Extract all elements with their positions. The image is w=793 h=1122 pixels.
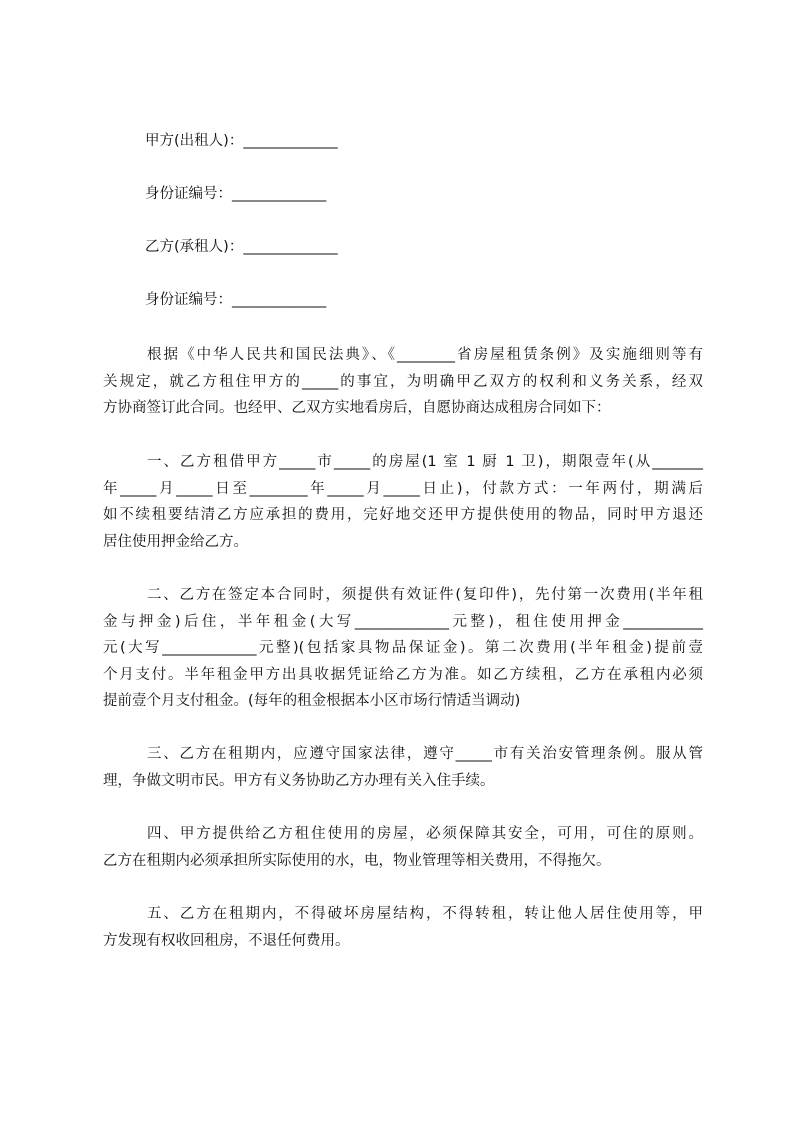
text-line: 方发现有权收回租房，不退任何费用。 xyxy=(103,932,350,949)
text-line: 二、乙方在签定本合同时，须提供有效证件(复印件)，先付第一次费用(半年租 xyxy=(147,587,703,603)
paragraph-clause-5 xyxy=(103,901,703,954)
text-line: 一、乙方租借甲方_____市_____的房屋(1 室 1 厨 1 卫)，期限壹年(从_______ xyxy=(147,454,703,470)
text-line: 元(大写_____________元整)(包括家具物品保证金)。第二次费用(半年租金)提前壹 xyxy=(103,640,703,656)
text-line: 居住使用押金给乙方。 xyxy=(103,533,248,550)
text-line: 理，争做文明市民。甲方有义务协助乙方办理有关入住手续。 xyxy=(103,772,495,789)
text-line: 提前壹个月支付租金。(每年的租金根据本小区市场行情适当调动) xyxy=(103,693,521,709)
text-line: 方协商签订此合同。也经甲、乙双方实地看房后，自愿协商达成租房合同如下： xyxy=(103,400,611,416)
text-line: 个月支付。半年租金甲方出具收据凭证给乙方为准。如乙方续租，乙方在承租内必须 xyxy=(103,666,703,683)
text-line: 五、乙方在租期内，不得破坏房屋结构，不得转租，转让他人居住使用等，甲 xyxy=(147,906,703,922)
paragraph-clause-1 xyxy=(103,449,703,555)
text-line: 如不续租要结清乙方应承担的费用，完好地交还甲方提供使用的物品，同时甲方退还 xyxy=(103,507,703,523)
lessor-field: 甲方(出租人)：_____________ xyxy=(145,133,338,149)
text-line: 乙方在租期内必须承担所实际使用的水，电，物业管理等相关费用，不得拖欠。 xyxy=(103,852,611,869)
text-line: 年_____月_____日至________年_____月_____日止)，付款方式：一年两付，期满后 xyxy=(103,480,703,497)
text-line: 关规定，就乙方租住甲方的_____的事宜，为明确甲乙双方的权利和义务关系，经双 xyxy=(103,373,703,390)
lessee-field: 乙方(承租人)：_____________ xyxy=(145,239,338,255)
text-line: 根据《中华人民共和国民法典》、《________省房屋租赁条例》及实施细则等有 xyxy=(147,347,703,363)
paragraph-preamble xyxy=(103,342,703,422)
text-line: 四、甲方提供给乙方租住使用的房屋，必须保障其安全，可用，可住的原则。 xyxy=(147,826,703,842)
paragraph-clause-3 xyxy=(103,741,703,794)
lessee-id-field: 身份证编号：_____________ xyxy=(145,292,327,308)
lessor-id-field: 身份证编号：_____________ xyxy=(145,186,327,202)
text-line: 三、乙方在租期内，应遵守国家法律，遵守_____市有关治安管理条例。服从管 xyxy=(147,746,703,762)
paragraph-clause-2 xyxy=(103,582,703,715)
text-line: 金与押金)后住，半年租金(大写_____________元整)，租住使用押金___________ xyxy=(103,613,703,630)
paragraph-clause-4 xyxy=(103,821,703,874)
